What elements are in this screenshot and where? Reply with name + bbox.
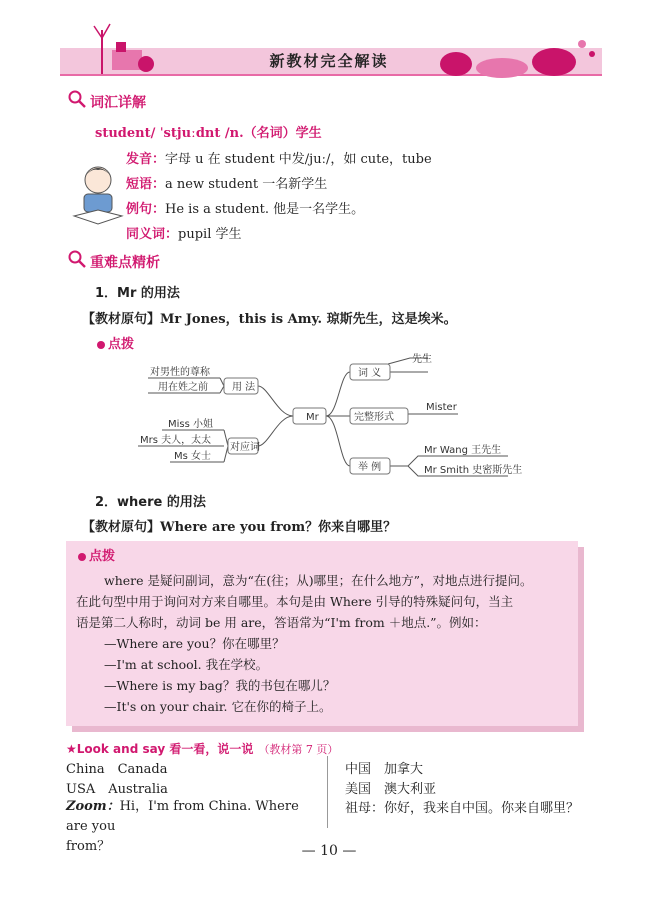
left-line-2: USA Australia (66, 782, 168, 797)
magnifier-icon (68, 250, 86, 268)
header-title: 新教材完全解读 (269, 52, 389, 70)
look-say-page-ref: （教材第 7 页） (258, 743, 339, 756)
synonym-label: 同义词： (126, 227, 179, 242)
tip-box-line: 在此句型中用于询问对方来自哪里。本句是由 Where 引导的特殊疑问句，当主 (76, 594, 514, 609)
grandma-line: 祖母：你好，我来自中国。你来自哪里？ (345, 801, 580, 816)
tip-dot-icon (97, 341, 105, 349)
item1-heading: 1．Mr 的用法 (95, 286, 180, 301)
mindmap-example-right-1: Mr Wang 王先生 (424, 445, 502, 456)
mindmap-center: Mr (306, 412, 319, 423)
vocab-word: student/ ˈstjuːdnt /n.（名词）学生 (95, 126, 322, 141)
tip-box-line: —It's on your chair. 它在你的椅子上。 (104, 699, 332, 714)
mindmap-usage: 用 法 (232, 382, 256, 393)
item2-tip-heading (78, 545, 115, 564)
key-section-title: 重难点精析 (90, 255, 160, 271)
tip-box-line: —I'm at school. 我在学校。 (104, 657, 269, 672)
tip-box-line: where 是疑问副词，意为“在(往；从)哪里；在什么地方”，对地点进行提问。 (104, 573, 533, 588)
tip-dot-icon (78, 553, 86, 561)
look-say-header (66, 738, 338, 757)
mr-mindmap (128, 350, 528, 482)
vocab-section-title: 词汇详解 (90, 95, 146, 111)
magnifier-icon (68, 90, 86, 108)
page-number: — 10 — (301, 843, 357, 859)
item2-heading: 2．where 的用法 (95, 495, 206, 510)
phrase-label: 短语： (126, 177, 166, 192)
mindmap-example: 举 例 (358, 462, 382, 473)
mindmap-full-right: Mister (426, 402, 457, 413)
right-line-1: 中国 加拿大 (345, 762, 424, 777)
item2-tip-label: 点拨 (89, 549, 116, 564)
mindmap-corr-left-3: Ms 女士 (174, 451, 212, 462)
mindmap-usage-left-1: 对男性的尊称 (150, 367, 210, 378)
mindmap-meaning: 词 义 (358, 368, 382, 379)
mindmap-full-form: 完整形式 (354, 412, 394, 423)
mindmap-example-right-2: Mr Smith 史密斯先生 (424, 465, 523, 476)
right-line-2: 美国 澳大利亚 (345, 782, 437, 797)
mindmap-corr-left-2: Mrs 夫人，太太 (140, 435, 212, 446)
example-text: He is a student. 他是一名学生。 (165, 202, 365, 217)
pronunciation-text: 字母 u 在 student 中发/juː/，如 cute，tube (165, 152, 432, 167)
phrase-text: a new student 一名新学生 (165, 177, 328, 192)
vocab-row-phrase (126, 173, 327, 192)
vocab-row-example (126, 198, 364, 217)
mindmap-meaning-right: 先生 (412, 354, 432, 365)
vocab-row-pronunciation (126, 148, 432, 167)
pronunciation-label: 发音： (126, 152, 166, 167)
column-divider (327, 756, 328, 828)
item1-source-sentence: 【教材原句】Mr Jones，this is Amy. 琼斯先生，这是埃米。 (82, 312, 457, 327)
mindmap-usage-left-2: 用在姓之前 (158, 382, 208, 393)
vocab-row-synonym (126, 223, 241, 242)
zoom-line-2: from？ (66, 839, 111, 854)
look-say-title: ★Look and say 看一看，说一说 (66, 742, 254, 756)
item1-tip-label: 点拨 (108, 337, 135, 352)
tip-box-line: —Where are you？你在哪里？ (104, 636, 285, 651)
tip-box-line: —Where is my bag？我的书包在哪儿？ (104, 678, 336, 693)
left-line-1: China Canada (66, 762, 168, 777)
mindmap-corresponding: 对应词 (230, 442, 260, 453)
item2-source-sentence: 【教材原句】Where are you from？你来自哪里？ (82, 520, 397, 535)
synonym-text: pupil 学生 (178, 227, 242, 242)
zoom-line-1: Hi，I'm from China. Where are you (66, 799, 299, 834)
mindmap-corr-left-1: Miss 小姐 (168, 419, 214, 430)
example-label: 例句： (126, 202, 166, 217)
tip-box-line: 语是第二人称时，动词 be 用 are，答语常为“I'm from ＋地点.”。例如： (76, 615, 487, 630)
student-reading-illustration (68, 160, 128, 228)
zoom-speaker: Zoom： (66, 799, 120, 814)
